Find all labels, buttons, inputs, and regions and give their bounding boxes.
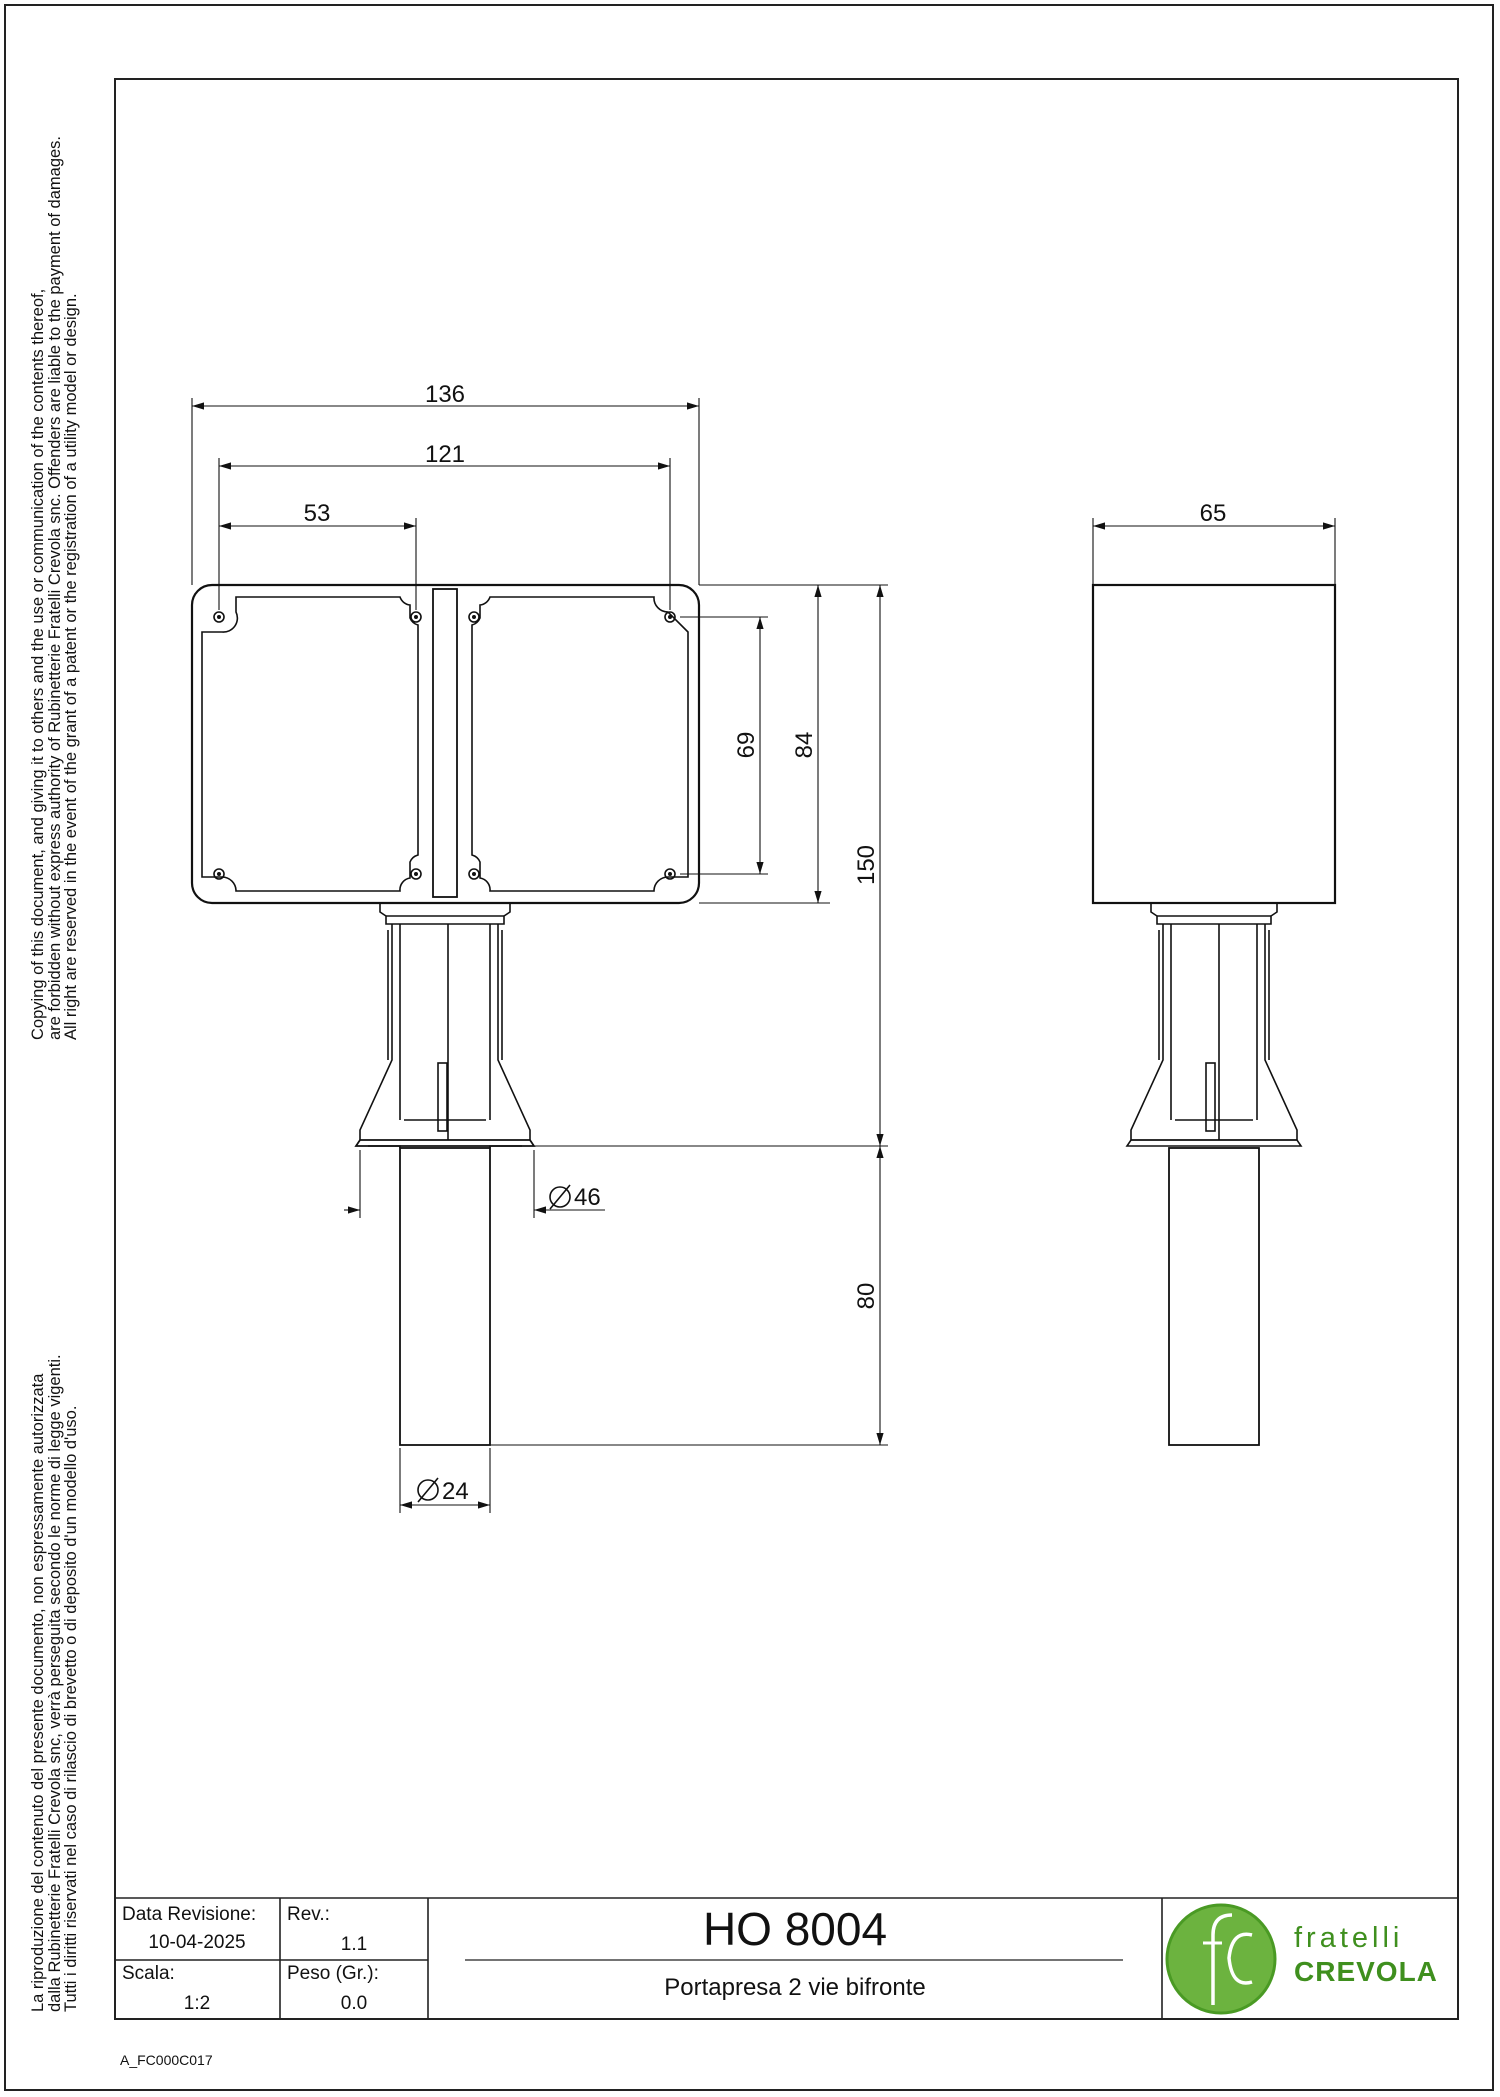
dim-pipe-diameter [418,1478,469,1505]
rev-label: Rev.: [287,1904,330,1925]
dim-inner-height: 69 [733,731,760,759]
dim-side-depth: 65 [1199,500,1227,527]
dim-pipe-length: 80 [853,1282,880,1310]
dim-overall-width: 136 [424,381,466,408]
dim-total-height: 150 [853,844,880,886]
logo-text-fratelli: fratelli [1294,1922,1404,1954]
crevola-logo-mark [1167,1905,1275,2013]
drawing-code: A_FC000C017 [120,2052,213,2068]
scala-value: 1:2 [183,1993,211,2014]
front-view-stand [356,903,534,1445]
legal-notice-it-line-2: dalla Rubinetterie Fratelli Crevola snc, verrà perseguita secondo le norme di legge vigenti. [45,1354,64,2012]
legal-notice-en-line-1: Copying of this document, and giving it to others and the use or communication of the contents thereof, [29,288,47,1040]
dim-box-height: 84 [791,731,818,759]
dim-flange-diameter-value: 46 [574,1184,601,1211]
data-revisione-label: Data Revisione: [122,1904,257,1925]
dim-pipe-diameter-value: 24 [442,1478,469,1505]
legal-notice-it-line-3: Tutti i diritti riservati nel caso di rilascio di brevetto o di deposito d'un modello d'uso. [62,1405,80,2012]
dim-flange-diameter [550,1184,601,1211]
data-revisione-value: 10-04-2025 [148,1932,246,1953]
product-code: HO 8004 [702,1903,888,1955]
peso-label: Peso (Gr.): [287,1963,379,1984]
rev-value: 1.1 [340,1934,368,1955]
front-view-box [192,585,699,903]
scala-label: Scala: [122,1963,175,1984]
dim-half-spacing: 53 [303,500,331,527]
logo-text-crevola: CREVOLA [1294,1956,1438,1987]
dim-mount-width: 121 [424,441,466,468]
legal-notice-en-line-2: are forbidden without express authority of Rubinetterie Fratelli Crevola snc. Offenders are liable to the payment of damages. [45,135,64,1040]
legal-notice-en-line-3: All right are reserved in the event of the grant of a patent or the registration of a utility model or design. [62,293,80,1040]
product-description: Portapresa 2 vie bifronte [664,1974,926,2001]
legal-notice-it-line-1: La riproduzione del contenuto del presente documento, non espressamente autorizzata [29,1373,47,2012]
side-view [1093,585,1335,1445]
peso-value: 0.0 [340,1993,368,2014]
